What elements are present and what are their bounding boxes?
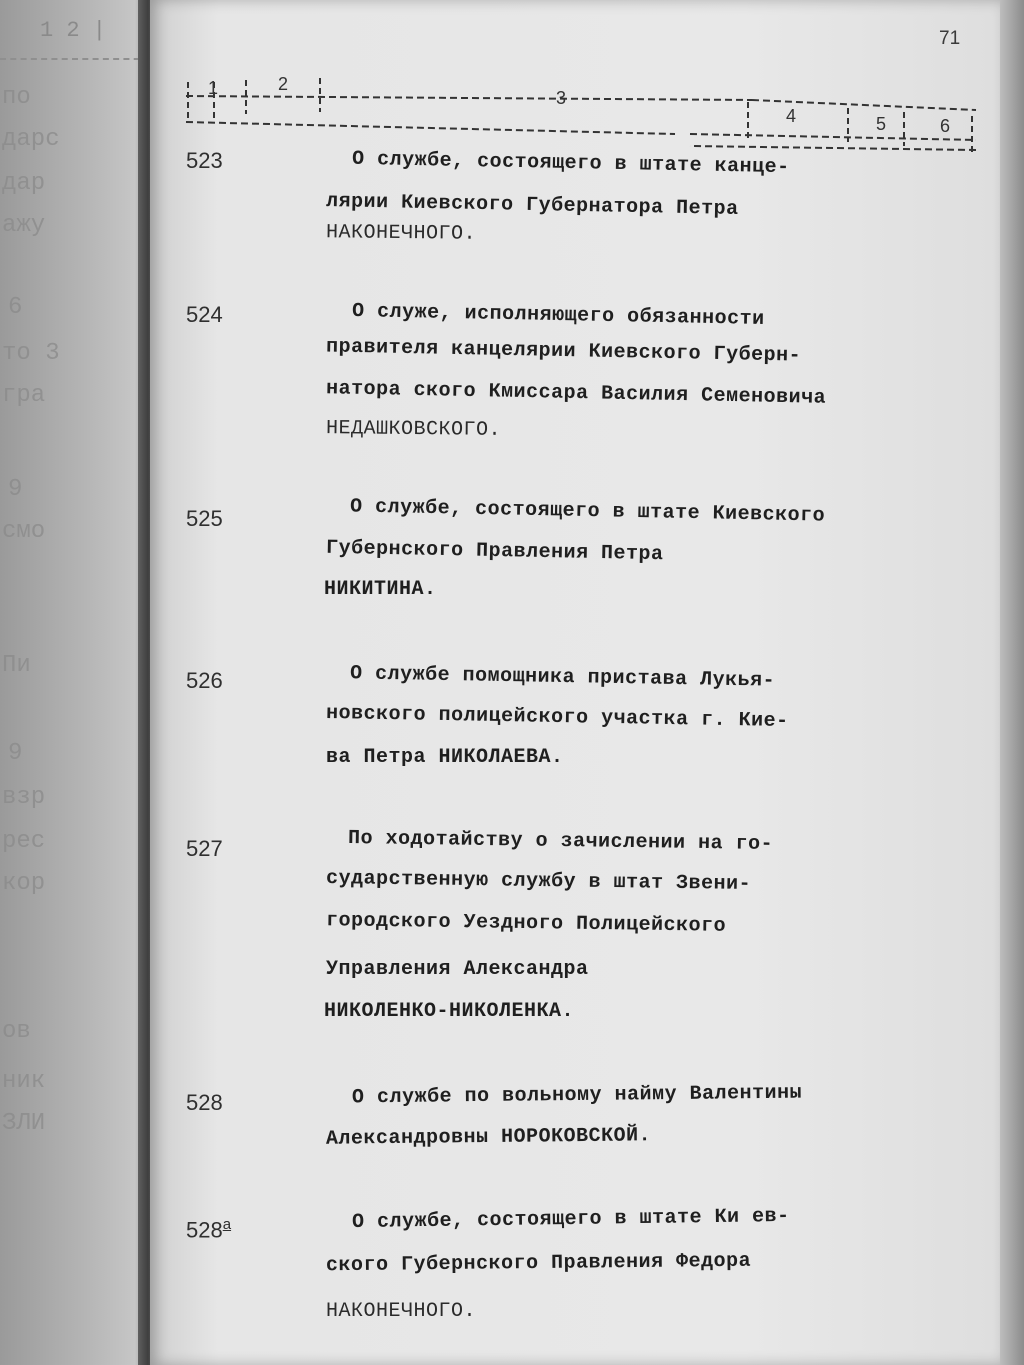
entry-number: 528 xyxy=(186,1090,223,1115)
left-page-fragment: то 3 xyxy=(2,340,60,367)
entry-text-line: НЕДАШКОВСКОГО. xyxy=(325,417,502,442)
entry-text-line: ского Губернского Правления Федора xyxy=(325,1249,752,1278)
entry-number: 526 xyxy=(186,668,223,693)
left-page-fragment: ов xyxy=(2,1018,31,1045)
entry-text-line: О службе, состоящего в штате Ки ев- xyxy=(351,1204,790,1235)
left-page-fragment: 9 xyxy=(8,740,23,767)
entry-text-line: Александровны НОРОКОВСКОЙ. xyxy=(325,1124,652,1151)
entry-number-suffix: а xyxy=(222,1216,232,1233)
entry-number: 527 xyxy=(186,836,223,861)
entry-text-line: О службе, состоящего в штате Киевского xyxy=(349,495,826,528)
entry-text-line: сударственную службу в штат Звени- xyxy=(325,867,752,896)
entry-text-line: лярии Киевского Губернатора Петра xyxy=(325,190,739,221)
header-column-3: 3 xyxy=(556,88,567,108)
left-page-fragment: дар xyxy=(2,170,46,197)
entry-text-line: О службе, состоящего в штате канце- xyxy=(351,147,790,180)
entry-text-line: новского полицейского участка г. Кие- xyxy=(325,701,789,734)
left-page-fragment: по xyxy=(2,84,31,111)
entry-number-value: 528 xyxy=(186,1217,223,1243)
left-page-fragment: Пи xyxy=(2,652,31,679)
left-page-header: 1 2 | xyxy=(40,18,107,43)
entry-text-line: О службе по вольному найму Валентины xyxy=(351,1081,803,1110)
entry-text-line: Губернского Правления Петра xyxy=(325,536,664,567)
entry-number: 525 xyxy=(186,506,223,531)
entry-text-line: НИКИТИНА. xyxy=(324,578,437,601)
left-page-fragment: 9 xyxy=(8,476,23,503)
left-page-fragment: гра xyxy=(2,382,46,409)
left-page-fragment: взр xyxy=(2,784,46,811)
left-page-fragment: кор xyxy=(2,870,46,897)
entry-text-line: О службе помощника пристава Лукья- xyxy=(349,662,776,693)
entry-number: 524 xyxy=(186,302,223,327)
left-page-fragment: ник xyxy=(2,1068,46,1095)
entry-text-line: натора ского Кмиссара Василия Семеновича xyxy=(325,377,827,410)
entry-text-line: НАКОНЕЧНОГО. xyxy=(325,221,477,246)
entry-text-line: городского Уездного Полицейского xyxy=(325,909,727,938)
entry-text-line: правителя канцелярии Киевского Губерн- xyxy=(325,335,802,368)
entry-text-line: По ходотайству о зачислении на го- xyxy=(347,827,774,856)
header-column-2: 2 xyxy=(278,74,289,94)
page-number: 71 xyxy=(939,28,961,49)
entry-text-line: ва Петра НИКОЛАЕВА. xyxy=(326,746,564,769)
header-column-4: 4 xyxy=(786,106,797,126)
left-page-fragment: ажу xyxy=(2,212,46,239)
entry-number: 523 xyxy=(186,148,223,173)
left-page-fragment: дарс xyxy=(2,126,60,153)
entry-text-line: О служе, исполняющего обязанности xyxy=(351,300,765,331)
header-column-6: 6 xyxy=(940,116,951,136)
header-column-1: 1 xyxy=(208,78,219,98)
entry-text-line: НАКОНЕЧНОГО. xyxy=(326,1300,477,1323)
entry-text-line: Управления Александра xyxy=(326,958,589,981)
header-column-5: 5 xyxy=(876,114,887,134)
left-page-fragment: рес xyxy=(2,828,46,855)
entry-number xyxy=(186,1216,231,1243)
left-page-fragment: смо xyxy=(2,518,46,545)
left-page-fragment: 6 xyxy=(8,294,23,321)
entry-text-line: НИКОЛЕНКО-НИКОЛЕНКА. xyxy=(324,1000,575,1023)
table-header-rule xyxy=(0,0,1024,170)
left-page-fragment: ЗЛИ xyxy=(2,1110,46,1137)
left-page-edge xyxy=(0,0,150,1365)
page-stack-edge xyxy=(1000,0,1024,1365)
